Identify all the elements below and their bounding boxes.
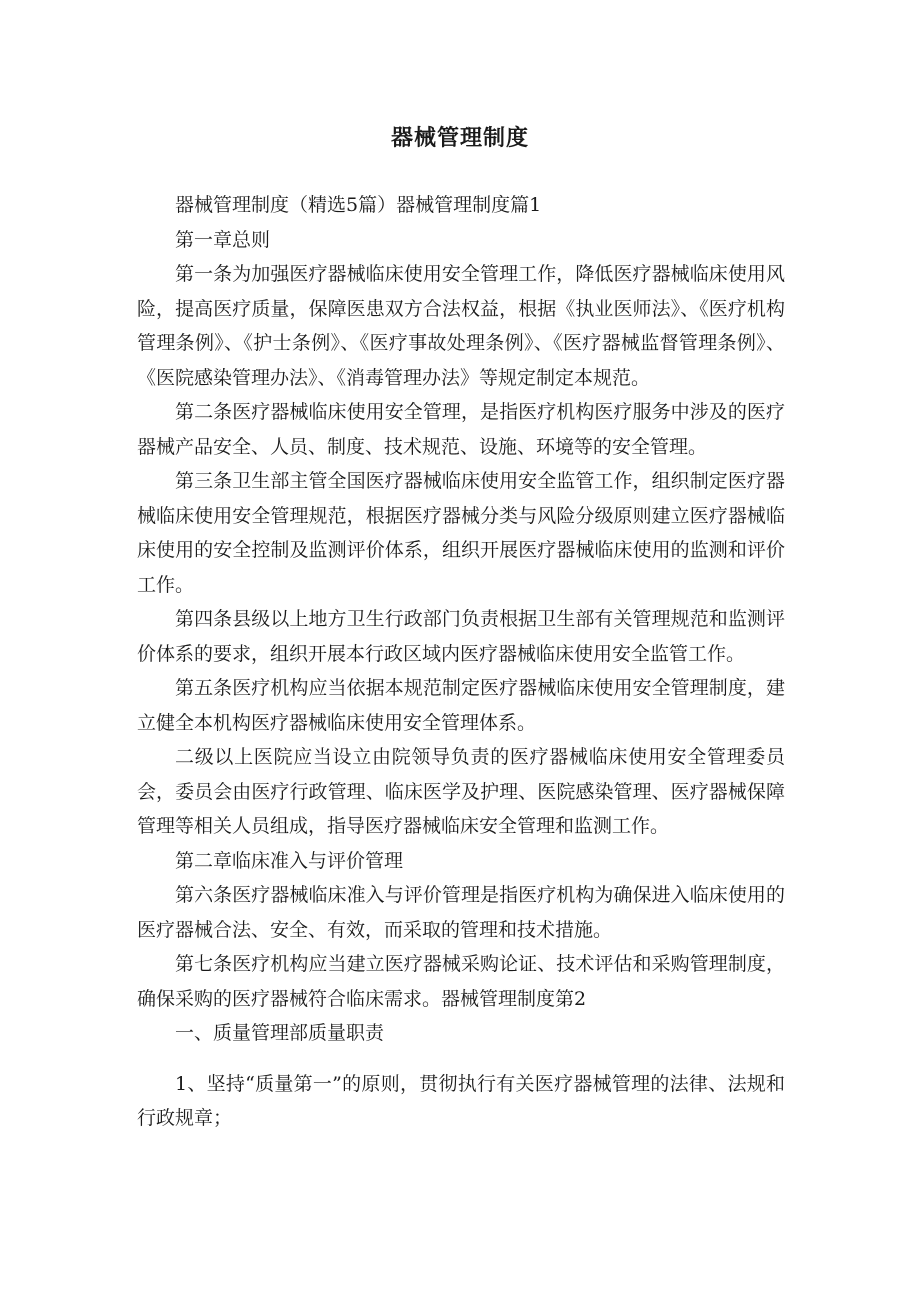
paragraph-article-6: 第六条医疗器械临床准入与评价管理是指医疗机构为确保进入临床使用的医疗器械合法、安全、有效，而采取的管理和技术措施。 [137, 884, 785, 941]
paragraph-article-2: 第二条医疗器械临床使用安全管理，是指医疗机构医疗服务中涉及的医疗器械产品安全、人员、制度、技术规范、设施、环境等的安全管理。 [137, 401, 785, 458]
heading-quality-duties: 一、质量管理部质量职责 [175, 1022, 385, 1044]
paragraph-article-7: 第七条医疗机构应当建立医疗器械采购论证、技术评估和采购管理制度，确保采购的医疗器械符合临床需求。器械管理制度第2 [137, 953, 785, 1010]
heading-chapter-2: 第二章临床准入与评价管理 [175, 849, 404, 872]
paragraph-article-1: 第一条为加强医疗器械临床使用安全管理工作，降低医疗器械临床使用风险，提高医疗质量，保障医患双方合法权益，根据《执业医师法》、《医疗机构管理条例》、《护士条例》、《医疗事故处理条例》、《医疗器械监督管理条例》、《医院感染管理办法》、《消毒管理办法》等规定制定本规范。 [137, 263, 785, 389]
paragraph-article-5: 第五条医疗机构应当依据本规范制定医疗器械临床使用安全管理制度，建立健全本机构医疗器械临床使用安全管理体系。 [137, 677, 785, 734]
document-body [137, 188, 785, 1136]
paragraph-committee: 二级以上医院应当设立由院领导负责的医疗器械临床使用安全管理委员会，委员会由医疗行政管理、临床医学及护理、医院感染管理、医疗器械保障管理等相关人员组成，指导医疗器械临床安全管理和监测工作。 [137, 746, 785, 837]
paragraph-article-4: 第四条县级以上地方卫生行政部门负责根据卫生部有关管理规范和监测评价体系的要求，组织开展本行政区域内医疗器械临床使用安全监管工作。 [137, 608, 785, 665]
paragraph-article-3: 第三条卫生部主管全国医疗器械临床使用安全监管工作，组织制定医疗器械临床使用安全管理规范，根据医疗器械分类与风险分级原则建立医疗器械临床使用的安全控制及监测评价体系，组织开展医疗器械临床使用的监测和评价工作。 [137, 470, 785, 596]
heading-chapter-1: 第一章总则 [175, 228, 271, 251]
paragraph-intro: 器械管理制度（精选5篇）器械管理制度篇1 [175, 194, 542, 216]
paragraph-item-1: 1、坚持“质量第一”的原则，贯彻执行有关医疗器械管理的法律、法规和行政规章； [137, 1072, 785, 1129]
document-title: 器械管理制度 [390, 126, 529, 151]
